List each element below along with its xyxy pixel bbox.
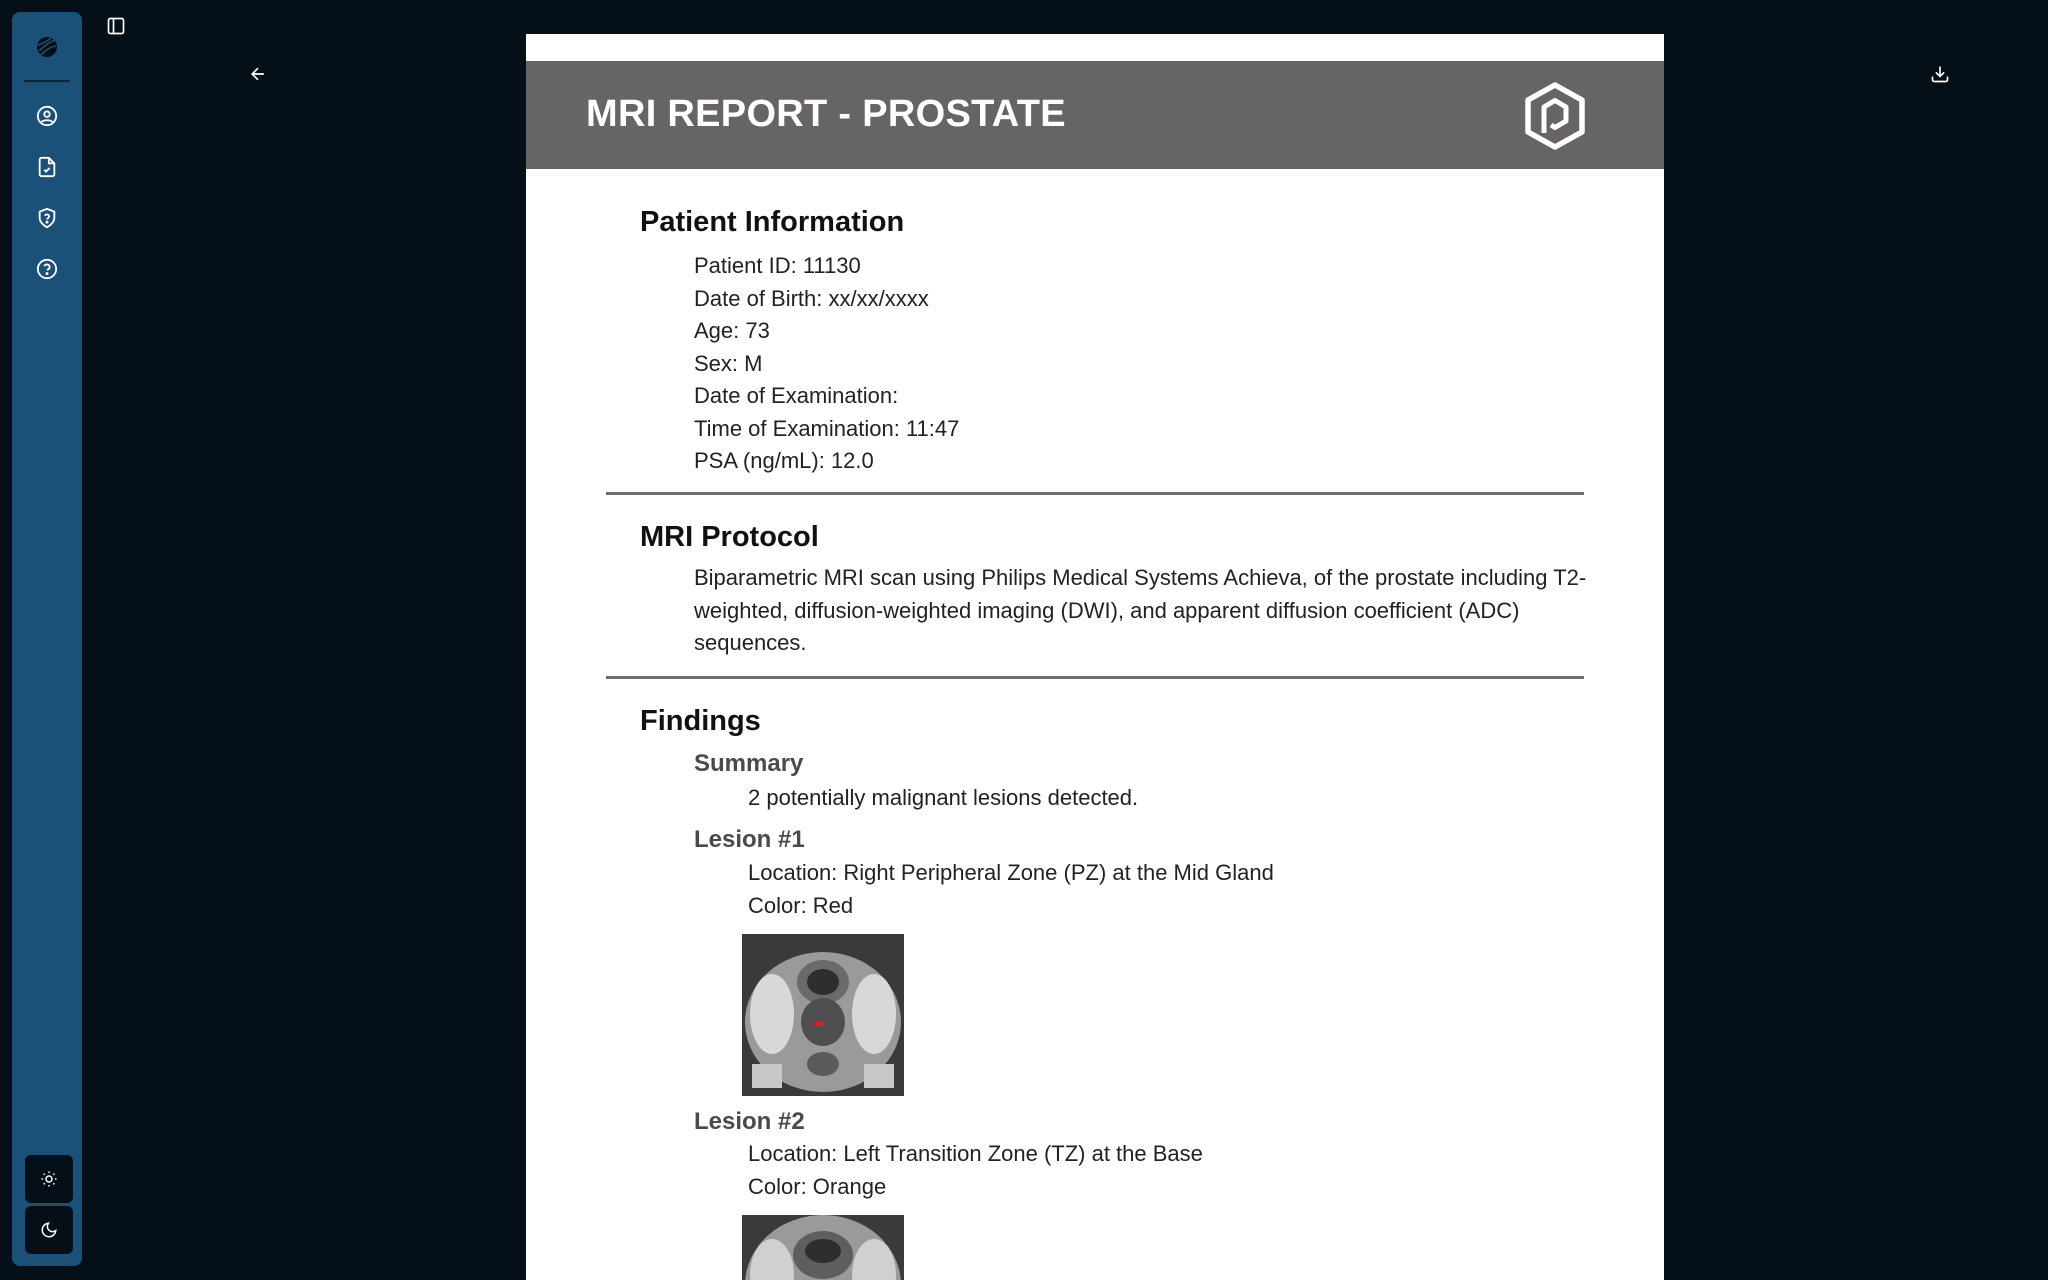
lesion-1-marker	[814, 1022, 824, 1026]
date-of-birth: Date of Birth: xx/xx/xxxx	[694, 286, 929, 311]
summary-text: 2 potentially malignant lesions detected.	[748, 785, 1139, 810]
section-divider	[606, 676, 1584, 679]
summary-heading: Summary	[694, 750, 804, 777]
sidebar	[12, 12, 82, 1266]
sidebar-divider	[24, 80, 70, 82]
lesion-1-color: Color: Red	[748, 893, 854, 918]
patient-info-heading: Patient Information	[640, 206, 905, 238]
download-icon	[1930, 64, 1950, 84]
lesion-1-heading: Lesion #1	[694, 826, 805, 853]
lesion-2-location: Location: Left Transition Zone (TZ) at the Base	[748, 1141, 1203, 1166]
lesion-2-mri-image	[742, 1215, 904, 1280]
light-theme-button[interactable]	[25, 1155, 73, 1203]
file-check-icon	[36, 156, 58, 178]
sidebar-item-help[interactable]	[34, 256, 60, 282]
sun-icon	[40, 1170, 58, 1188]
download-button[interactable]	[1928, 62, 1952, 86]
lesion-2-color: Color: Orange	[748, 1174, 887, 1199]
sidebar-item-reports[interactable]	[34, 154, 60, 180]
protocol-heading: MRI Protocol	[640, 521, 819, 553]
company-logo-icon	[1520, 81, 1590, 151]
protocol-text: Biparametric MRI scan using Philips Medical Systems Achieva, of the prostate including T2-weighted, diffusion-weighted imaging (DWI), and apparent diffusion coefficient (ADC) sequences.	[694, 565, 1587, 655]
arrow-left-icon	[248, 64, 268, 84]
psa-value: PSA (ng/mL): 12.0	[694, 448, 874, 473]
toggle-sidebar-button[interactable]	[104, 14, 128, 38]
lesion-2-heading: Lesion #2	[694, 1108, 805, 1135]
age: Age: 73	[694, 318, 770, 343]
lesion-1-location: Location: Right Peripheral Zone (PZ) at the Mid Gland	[748, 860, 1274, 885]
moon-icon	[40, 1221, 58, 1239]
date-of-examination: Date of Examination:	[694, 383, 899, 408]
section-divider	[606, 492, 1584, 495]
findings-heading: Findings	[640, 705, 761, 737]
sidebar-toggle-icon	[106, 16, 126, 36]
time-of-examination: Time of Examination: 11:47	[694, 416, 960, 441]
report-header	[526, 61, 1664, 169]
help-circle-icon	[36, 258, 58, 280]
app-logo-icon[interactable]	[32, 32, 62, 62]
report-title: MRI REPORT - PROSTATE	[586, 93, 1066, 135]
sex: Sex: M	[694, 351, 763, 376]
dark-theme-button[interactable]	[25, 1206, 73, 1254]
shield-question-icon	[36, 207, 58, 229]
user-circle-icon	[36, 105, 58, 127]
report-document	[526, 34, 1664, 1280]
lesion-1-mri-image	[742, 934, 904, 1096]
patient-id: Patient ID: 11130	[694, 253, 861, 278]
sidebar-item-profile[interactable]	[34, 103, 60, 129]
sidebar-item-security[interactable]	[34, 205, 60, 231]
back-button[interactable]	[246, 62, 270, 86]
